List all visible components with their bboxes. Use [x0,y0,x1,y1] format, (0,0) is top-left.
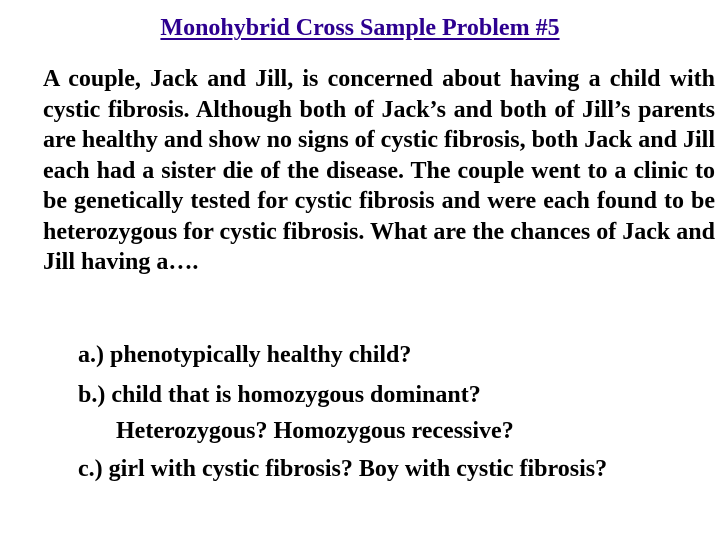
question-c: c.) girl with cystic fibrosis? Boy with cystic fibrosis? [78,456,608,482]
question-a: a.) phenotypically healthy child? [78,342,412,368]
question-b-continued: Heterozygous? Homozygous recessive? [116,418,514,444]
question-b: b.) child that is homozygous dominant? [78,382,481,408]
problem-paragraph: A couple, Jack and Jill, is concerned about having a child with cystic fibrosis. Although both of Jack’s and both of Jill’s parents are healthy and show no signs of cystic fibrosis, both Jack and Jill each had a sister die of the disease. The couple went to a clinic to be genetically tested for cystic fibrosis and were each found to be heterozygous for cystic fibrosis. What are the chances of Jack and Jill having a…. [43,66,715,275]
slide-title: Monohybrid Cross Sample Problem #5 [160,15,560,41]
